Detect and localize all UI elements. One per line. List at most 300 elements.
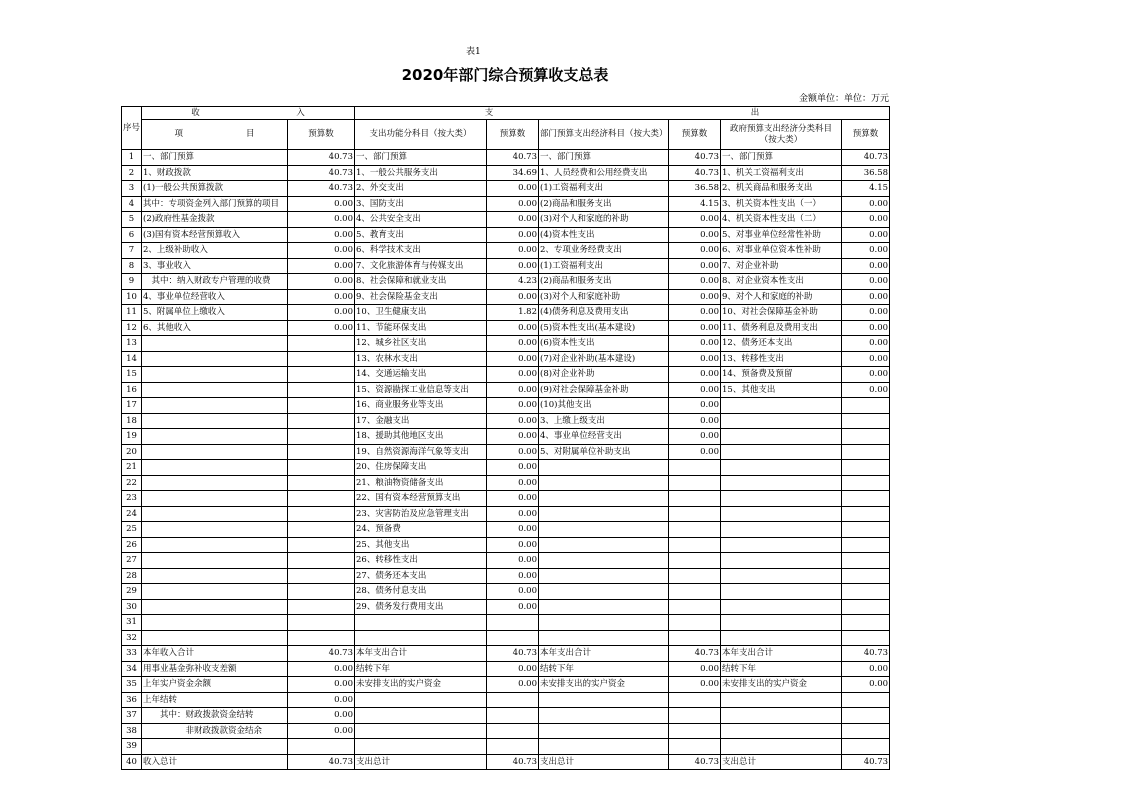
func-amount: 0.00 (487, 522, 539, 538)
func-amount: 34.69 (487, 165, 539, 181)
gov-econ-subject: 12、债务还本支出 (721, 336, 842, 352)
dept-econ-subject: (5)资本性支出(基本建设) (539, 320, 669, 336)
gov-econ-subject: 4、机关资本性支出（二） (721, 212, 842, 228)
dept-econ-amount (669, 506, 721, 522)
dept-econ-subject (539, 739, 669, 755)
gov-econ-amount: 40.73 (842, 646, 890, 662)
func-subject: 22、国有资本经营预算支出 (355, 491, 487, 507)
func-amount: 0.00 (487, 227, 539, 243)
func-amount: 0.00 (487, 460, 539, 476)
row-number: 40 (122, 754, 142, 770)
func-amount (487, 630, 539, 646)
row-number: 18 (122, 413, 142, 429)
row-number: 27 (122, 553, 142, 569)
income-amount: 40.73 (288, 754, 355, 770)
income-amount: 0.00 (288, 227, 355, 243)
income-amount (288, 413, 355, 429)
table-row (122, 150, 890, 166)
income-amount: 0.00 (288, 289, 355, 305)
gov-econ-amount: 0.00 (842, 367, 890, 383)
income-item: 上年结转 (142, 692, 288, 708)
dept-econ-subject: (1)工资福利支出 (539, 181, 669, 197)
func-subject: 24、预备费 (355, 522, 487, 538)
func-budget-header: 预算数 (487, 120, 539, 150)
item-header-char-2: 目 (245, 129, 255, 139)
gov-econ-amount: 0.00 (842, 336, 890, 352)
func-amount: 0.00 (487, 413, 539, 429)
dept-econ-subject: (4)债务利息及费用支出 (539, 305, 669, 321)
dept-econ-subject: 未安排支出的实户资金 (539, 677, 669, 693)
row-number: 34 (122, 661, 142, 677)
func-subject: 一、部门预算 (355, 150, 487, 166)
func-subject: 8、社会保障和就业支出 (355, 274, 487, 290)
income-item: 上年实户资金余额 (142, 677, 288, 693)
dept-econ-subject: (4)资本性支出 (539, 227, 669, 243)
income-amount: 0.00 (288, 677, 355, 693)
dept-econ-subject (539, 568, 669, 584)
gov-econ-subject (721, 413, 842, 429)
dept-econ-subject: (9)对社会保障基金补助 (539, 382, 669, 398)
gov-econ-amount (842, 398, 890, 414)
func-subject: 18、援助其他地区支出 (355, 429, 487, 445)
func-amount: 0.00 (487, 367, 539, 383)
income-item (142, 537, 288, 553)
func-subject-header: 支出功能分科目（按大类） (355, 120, 487, 150)
gov-econ-subject (721, 429, 842, 445)
income-item: 5、附属单位上缴收入 (142, 305, 288, 321)
row-number: 11 (122, 305, 142, 321)
table-row (122, 754, 890, 770)
gov-econ-subject: 3、机关资本性支出（一） (721, 196, 842, 212)
income-amount (288, 444, 355, 460)
func-amount: 40.73 (487, 754, 539, 770)
func-subject: 23、灾害防治及应急管理支出 (355, 506, 487, 522)
func-amount: 0.00 (487, 599, 539, 615)
item-header-char-1: 项 (174, 129, 183, 139)
row-number: 33 (122, 646, 142, 662)
func-subject (355, 708, 487, 724)
dept-econ-subject: 一、部门预算 (539, 150, 669, 166)
row-number: 16 (122, 382, 142, 398)
func-subject: 17、金融支出 (355, 413, 487, 429)
gov-econ-subject: 14、预备费及预留 (721, 367, 842, 383)
income-item: 3、事业收入 (142, 258, 288, 274)
dept-econ-subject: (3)对个人和家庭补助 (539, 289, 669, 305)
func-subject: 7、文化旅游体育与传媒支出 (355, 258, 487, 274)
func-amount: 0.00 (487, 475, 539, 491)
dept-econ-subject: 2、专项业务经费支出 (539, 243, 669, 259)
dept-econ-amount (669, 692, 721, 708)
func-amount: 0.00 (487, 398, 539, 414)
dept-econ-subject: (2)商品和服务支出 (539, 274, 669, 290)
gov-econ-amount (842, 506, 890, 522)
gov-econ-amount: 0.00 (842, 351, 890, 367)
row-number: 14 (122, 351, 142, 367)
income-amount: 40.73 (288, 646, 355, 662)
gov-econ-subject: 2、机关商品和服务支出 (721, 181, 842, 197)
dept-econ-amount: 40.73 (669, 646, 721, 662)
income-amount (288, 615, 355, 631)
func-amount: 0.00 (487, 320, 539, 336)
income-amount (288, 599, 355, 615)
dept-econ-amount: 0.00 (669, 336, 721, 352)
income-amount: 0.00 (288, 708, 355, 724)
func-subject: 28、债务付息支出 (355, 584, 487, 600)
table-row (122, 677, 890, 693)
dept-econ-subject (539, 506, 669, 522)
dept-econ-subject: (2)商品和服务支出 (539, 196, 669, 212)
income-item: 6、其他收入 (142, 320, 288, 336)
income-amount (288, 584, 355, 600)
gov-econ-amount (842, 599, 890, 615)
row-number: 23 (122, 491, 142, 507)
dept-econ-subject (539, 692, 669, 708)
table-row (122, 196, 890, 212)
gov-econ-subject: 未安排支出的实户资金 (721, 677, 842, 693)
dept-econ-subject: (6)资本性支出 (539, 336, 669, 352)
row-number: 35 (122, 677, 142, 693)
gov-econ-amount (842, 568, 890, 584)
dept-econ-amount (669, 537, 721, 553)
income-item: 一、部门预算 (142, 150, 288, 166)
income-amount: 0.00 (288, 274, 355, 290)
gov-econ-amount: 0.00 (842, 227, 890, 243)
func-amount: 0.00 (487, 661, 539, 677)
gov-econ-subject (721, 398, 842, 414)
gov-econ-amount (842, 522, 890, 538)
func-amount: 0.00 (487, 181, 539, 197)
income-amount (288, 351, 355, 367)
gov-econ-amount (842, 615, 890, 631)
gov-econ-subject: 11、债务利息及费用支出 (721, 320, 842, 336)
gov-econ-amount: 40.73 (842, 754, 890, 770)
gov-econ-subject: 6、对事业单位资本性补助 (721, 243, 842, 259)
gov-econ-amount: 0.00 (842, 212, 890, 228)
row-number: 28 (122, 568, 142, 584)
func-amount: 0.00 (487, 584, 539, 600)
row-number: 12 (122, 320, 142, 336)
table-row (122, 646, 890, 662)
row-number: 32 (122, 630, 142, 646)
dept-econ-amount: 40.73 (669, 754, 721, 770)
func-amount: 0.00 (487, 444, 539, 460)
gov-econ-amount (842, 692, 890, 708)
gov-econ-amount: 0.00 (842, 677, 890, 693)
dept-econ-subject: 3、上缴上级支出 (539, 413, 669, 429)
func-amount: 0.00 (487, 212, 539, 228)
dept-econ-amount: 36.58 (669, 181, 721, 197)
dept-econ-subject: 支出总计 (539, 754, 669, 770)
item-header (142, 120, 288, 150)
gov-econ-amount: 0.00 (842, 661, 890, 677)
func-subject: 25、其他支出 (355, 537, 487, 553)
income-item: 非财政拨款资金结余 (142, 723, 288, 739)
func-subject: 本年支出合计 (355, 646, 487, 662)
gov-econ-amount (842, 630, 890, 646)
dept-econ-budget-header: 预算数 (669, 120, 721, 150)
gov-econ-amount: 0.00 (842, 305, 890, 321)
gov-econ-subject (721, 708, 842, 724)
row-number: 21 (122, 460, 142, 476)
gov-econ-amount (842, 444, 890, 460)
income-item: 1、财政拨款 (142, 165, 288, 181)
table-row (122, 243, 890, 259)
income-item: 其中：纳入财政专户管理的收费 (142, 274, 288, 290)
gov-econ-amount (842, 460, 890, 476)
dept-econ-amount: 0.00 (669, 212, 721, 228)
income-amount (288, 506, 355, 522)
gov-econ-amount (842, 413, 890, 429)
table-row (122, 522, 890, 538)
table-row (122, 661, 890, 677)
gov-econ-subject: 10、对社会保障基金补助 (721, 305, 842, 321)
income-item (142, 739, 288, 755)
unit-label: 金额单位：单位：万元 (798, 94, 889, 104)
row-number: 8 (122, 258, 142, 274)
gov-econ-amount: 0.00 (842, 274, 890, 290)
income-item (142, 506, 288, 522)
income-amount (288, 382, 355, 398)
income-item (142, 568, 288, 584)
dept-econ-amount: 0.00 (669, 413, 721, 429)
gov-econ-subject: 13、转移性支出 (721, 351, 842, 367)
dept-econ-amount: 0.00 (669, 367, 721, 383)
func-amount: 0.00 (487, 351, 539, 367)
func-subject: 15、资源勘探工业信息等支出 (355, 382, 487, 398)
table-row (122, 382, 890, 398)
table-row (122, 274, 890, 290)
table-row (122, 336, 890, 352)
dept-econ-amount: 0.00 (669, 429, 721, 445)
dept-econ-amount: 0.00 (669, 320, 721, 336)
dept-econ-subject: (7)对企业补助(基本建设) (539, 351, 669, 367)
func-amount: 40.73 (487, 150, 539, 166)
gov-econ-subject (721, 522, 842, 538)
income-amount (288, 367, 355, 383)
func-amount: 0.00 (487, 568, 539, 584)
header-row-group (122, 107, 890, 120)
func-amount: 0.00 (487, 258, 539, 274)
income-item (142, 553, 288, 569)
table-row (122, 475, 890, 491)
row-number: 22 (122, 475, 142, 491)
income-amount (288, 739, 355, 755)
income-amount (288, 522, 355, 538)
table-row (122, 739, 890, 755)
income-amount: 0.00 (288, 258, 355, 274)
gov-econ-subject (721, 692, 842, 708)
table-row (122, 630, 890, 646)
func-subject: 16、商业服务业等支出 (355, 398, 487, 414)
gov-econ-amount: 0.00 (842, 196, 890, 212)
dept-econ-amount (669, 568, 721, 584)
table-row (122, 367, 890, 383)
func-subject: 9、社会保险基金支出 (355, 289, 487, 305)
dept-econ-amount (669, 553, 721, 569)
row-number: 29 (122, 584, 142, 600)
table-row (122, 351, 890, 367)
gov-econ-header: 政府预算支出经济分类科目（按大类） (721, 120, 842, 150)
page-title: 2020年部门综合预算收支总表 (401, 66, 609, 84)
func-subject: 未安排支出的实户资金 (355, 677, 487, 693)
gov-econ-amount: 0.00 (842, 258, 890, 274)
dept-econ-subject (539, 475, 669, 491)
income-item: 收入总计 (142, 754, 288, 770)
table-row (122, 212, 890, 228)
table-row (122, 258, 890, 274)
func-subject: 13、农林水支出 (355, 351, 487, 367)
gov-econ-subject (721, 506, 842, 522)
dept-econ-amount: 0.00 (669, 382, 721, 398)
header-row-columns (122, 120, 890, 150)
budget-table (121, 106, 890, 770)
income-amount: 0.00 (288, 212, 355, 228)
gov-econ-amount (842, 475, 890, 491)
gov-econ-subject (721, 630, 842, 646)
func-subject: 27、债务还本支出 (355, 568, 487, 584)
income-amount (288, 429, 355, 445)
func-amount: 0.00 (487, 677, 539, 693)
table-row (122, 165, 890, 181)
func-amount (487, 692, 539, 708)
func-subject: 12、城乡社区支出 (355, 336, 487, 352)
expense-header-char-1: 支 (484, 108, 494, 118)
gov-econ-amount: 40.73 (842, 150, 890, 166)
row-number: 9 (122, 274, 142, 290)
income-header-char-1: 收 (191, 108, 200, 118)
row-number: 37 (122, 708, 142, 724)
func-subject: 结转下年 (355, 661, 487, 677)
income-amount (288, 336, 355, 352)
dept-econ-amount (669, 615, 721, 631)
expense-header-char-2: 出 (750, 108, 760, 118)
row-number: 15 (122, 367, 142, 383)
table-row (122, 615, 890, 631)
table-row (122, 599, 890, 615)
income-amount: 0.00 (288, 243, 355, 259)
gov-econ-amount (842, 584, 890, 600)
income-amount (288, 568, 355, 584)
func-amount: 0.00 (487, 243, 539, 259)
dept-econ-amount: 0.00 (669, 661, 721, 677)
dept-econ-subject: 本年支出合计 (539, 646, 669, 662)
income-item (142, 491, 288, 507)
func-subject: 21、粮油物资储备支出 (355, 475, 487, 491)
dept-econ-subject (539, 491, 669, 507)
func-amount (487, 615, 539, 631)
dept-econ-amount (669, 723, 721, 739)
gov-econ-amount: 0.00 (842, 382, 890, 398)
gov-econ-amount: 4.15 (842, 181, 890, 197)
dept-econ-amount (669, 584, 721, 600)
dept-econ-amount: 0.00 (669, 305, 721, 321)
row-number: 24 (122, 506, 142, 522)
income-item (142, 367, 288, 383)
func-subject: 2、外交支出 (355, 181, 487, 197)
func-amount: 0.00 (487, 289, 539, 305)
func-amount: 0.00 (487, 537, 539, 553)
row-number: 36 (122, 692, 142, 708)
gov-econ-subject (721, 491, 842, 507)
dept-econ-amount: 40.73 (669, 150, 721, 166)
income-amount (288, 537, 355, 553)
income-item: 2、上级补助收入 (142, 243, 288, 259)
func-amount: 0.00 (487, 506, 539, 522)
gov-econ-subject (721, 584, 842, 600)
table-row (122, 460, 890, 476)
table-row (122, 506, 890, 522)
income-item: 其中：专项资金列入部门预算的项目 (142, 196, 288, 212)
dept-econ-subject (539, 599, 669, 615)
income-amount (288, 491, 355, 507)
dept-econ-subject (539, 723, 669, 739)
income-item (142, 475, 288, 491)
income-item (142, 398, 288, 414)
dept-econ-subject (539, 460, 669, 476)
gov-econ-subject (721, 537, 842, 553)
dept-econ-amount (669, 708, 721, 724)
func-subject (355, 615, 487, 631)
dept-econ-subject: 4、事业单位经营支出 (539, 429, 669, 445)
dept-econ-subject (539, 630, 669, 646)
expense-group-header (355, 107, 890, 120)
gov-econ-subject (721, 553, 842, 569)
dept-econ-subject: (1)工资福利支出 (539, 258, 669, 274)
gov-econ-subject (721, 599, 842, 615)
func-amount: 1.82 (487, 305, 539, 321)
func-subject: 10、卫生健康支出 (355, 305, 487, 321)
income-item (142, 413, 288, 429)
dept-econ-subject: (8)对企业补助 (539, 367, 669, 383)
table-row (122, 305, 890, 321)
gov-econ-subject (721, 739, 842, 755)
income-amount: 40.73 (288, 181, 355, 197)
func-subject (355, 692, 487, 708)
table-row (122, 584, 890, 600)
row-number: 6 (122, 227, 142, 243)
income-item (142, 599, 288, 615)
func-subject (355, 723, 487, 739)
dept-econ-amount (669, 630, 721, 646)
func-subject: 4、公共安全支出 (355, 212, 487, 228)
table-row (122, 429, 890, 445)
table-row (122, 568, 890, 584)
dept-econ-subject (539, 615, 669, 631)
func-amount (487, 739, 539, 755)
gov-econ-subject: 7、对企业补助 (721, 258, 842, 274)
dept-econ-subject (539, 537, 669, 553)
income-item (142, 460, 288, 476)
gov-econ-subject: 5、对事业单位经常性补助 (721, 227, 842, 243)
dept-econ-subject: 1、人员经费和公用经费支出 (539, 165, 669, 181)
table-row (122, 692, 890, 708)
gov-econ-amount (842, 491, 890, 507)
gov-econ-subject: 结转下年 (721, 661, 842, 677)
dept-econ-amount (669, 491, 721, 507)
row-number: 25 (122, 522, 142, 538)
income-item (142, 351, 288, 367)
table-row (122, 320, 890, 336)
income-amount: 0.00 (288, 692, 355, 708)
income-item: 其中：财政拨款资金结转 (142, 708, 288, 724)
row-number: 20 (122, 444, 142, 460)
table-row (122, 181, 890, 197)
row-number: 2 (122, 165, 142, 181)
dept-econ-amount: 0.00 (669, 444, 721, 460)
dept-econ-amount (669, 739, 721, 755)
income-item: (2)政府性基金拨款 (142, 212, 288, 228)
income-item (142, 336, 288, 352)
